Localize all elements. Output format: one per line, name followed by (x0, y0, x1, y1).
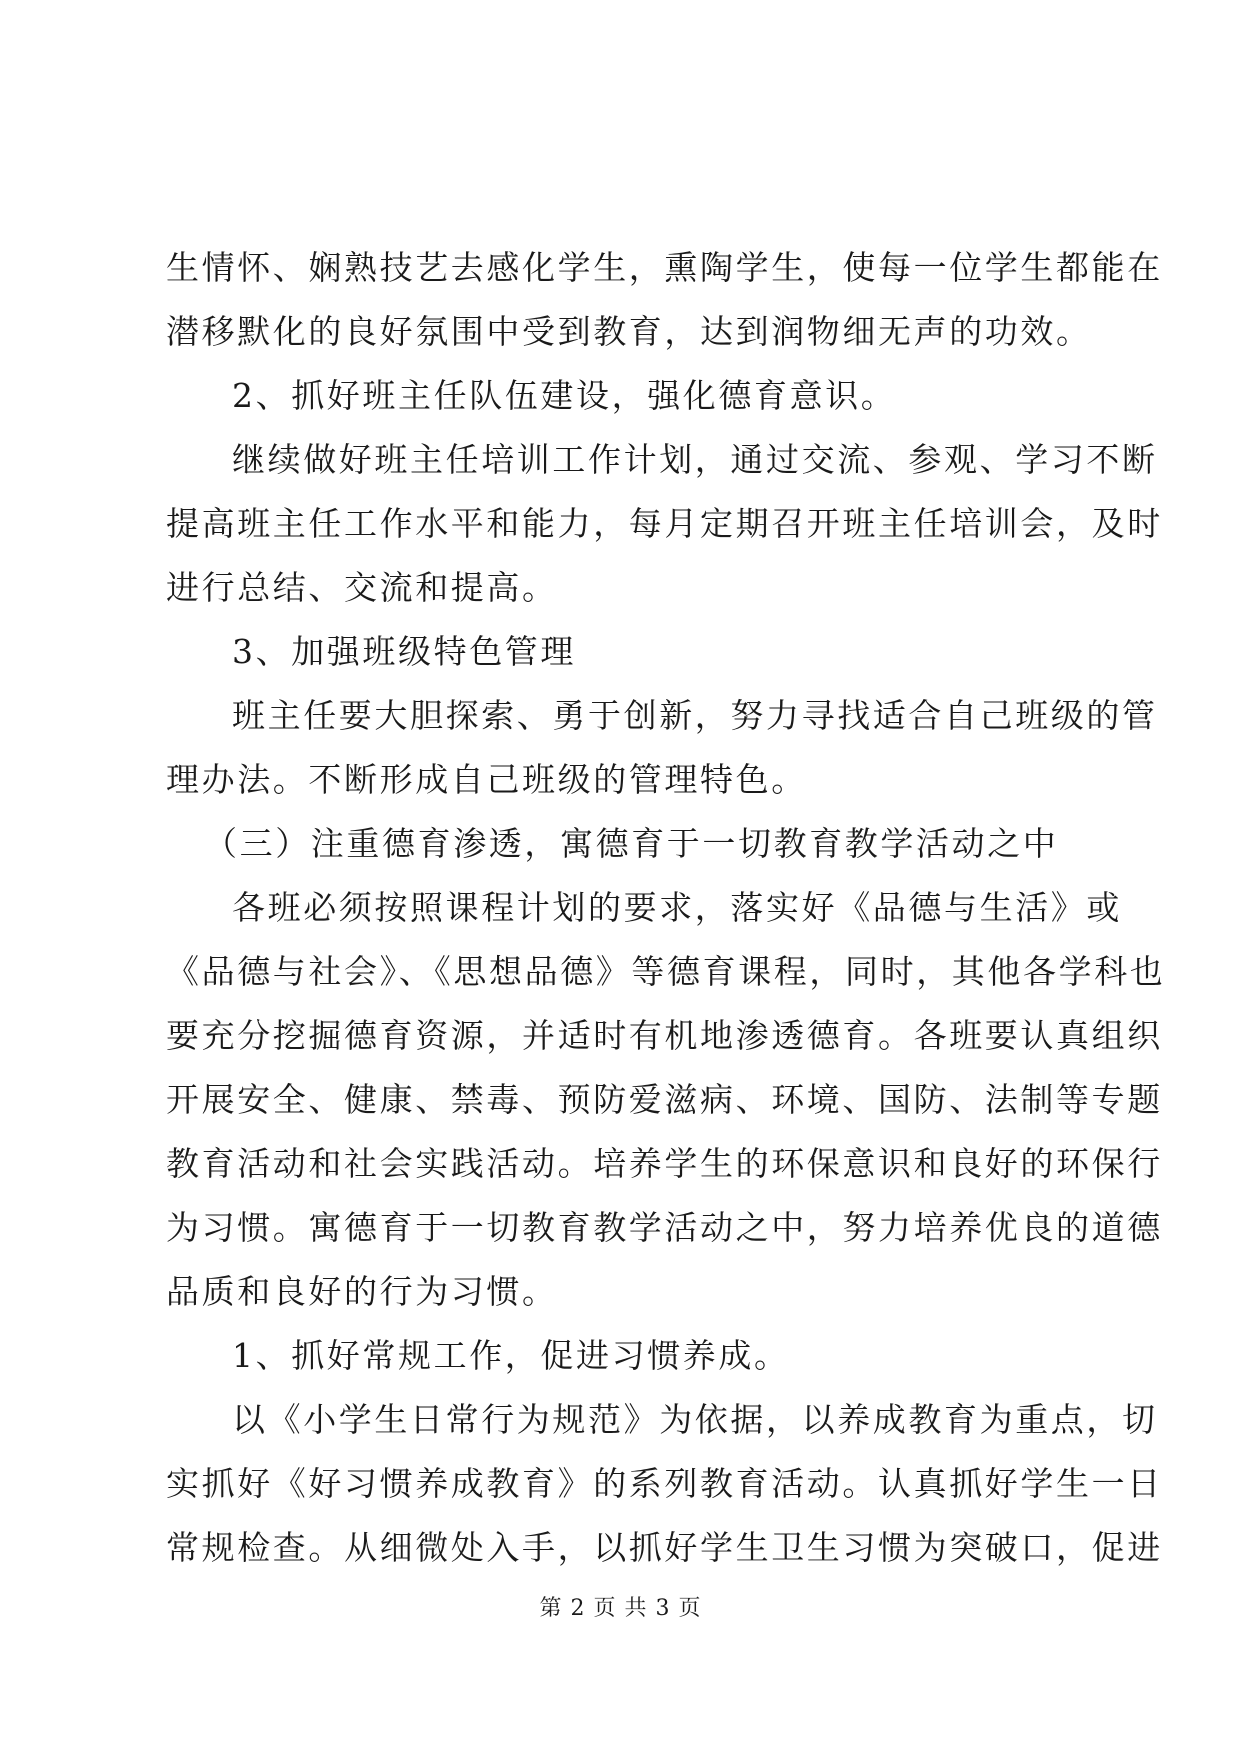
text-line: 生情怀、娴熟技艺去感化学生，熏陶学生，使每一位学生都能在 (166, 248, 1163, 287)
text-line: 各班必须按照课程计划的要求，落实好《品德与生活》或 (232, 888, 1122, 927)
text-line: 班主任要大胆探索、勇于创新，努力寻找适合自己班级的管 (232, 696, 1158, 735)
text-line: 实抓好《好习惯养成教育》的系列教育活动。认真抓好学生一日 (166, 1464, 1163, 1503)
text-line: 理办法。不断形成自己班级的管理特色。 (166, 760, 807, 799)
text-line: 品质和良好的行为习惯。 (166, 1272, 558, 1311)
section-heading: （三）注重德育渗透，寓德育于一切教育教学活动之中 (204, 824, 1059, 863)
body-text (166, 236, 1166, 1580)
text-line: 开展安全、健康、禁毒、预防爱滋病、环境、国防、法制等专题 (166, 1080, 1163, 1119)
text-line: 教育活动和社会实践活动。培养学生的环保意识和良好的环保行 (166, 1144, 1163, 1183)
text-line: 潜移默化的良好氛围中受到教育，达到润物细无声的功效。 (166, 312, 1092, 351)
page-number-footer: 第 2 页 共 3 页 (539, 1596, 702, 1621)
text-line: 为习惯。寓德育于一切教育教学活动之中，努力培养优良的道德 (166, 1208, 1163, 1247)
section-heading: 1、抓好常规工作，促进习惯养成。 (232, 1336, 790, 1375)
text-line: 《品德与社会》、《思想品德》等德育课程，同时，其他各学科也 (166, 952, 1166, 991)
text-line: 进行总结、交流和提高。 (166, 568, 558, 607)
text-line: 以《小学生日常行为规范》为依据，以养成教育为重点，切 (232, 1400, 1158, 1439)
text-line: 继续做好班主任培训工作计划，通过交流、参观、学习不断 (232, 440, 1158, 479)
text-line: 要充分挖掘德育资源，并适时有机地渗透德育。各班要认真组织 (166, 1016, 1163, 1055)
text-line: 常规检查。从细微处入手，以抓好学生卫生习惯为突破口，促进 (166, 1528, 1163, 1567)
section-heading: 2、抓好班主任队伍建设，强化德育意识。 (232, 376, 897, 415)
text-line: 提高班主任工作水平和能力，每月定期召开班主任培训会，及时 (166, 504, 1163, 543)
section-heading: 3、加强班级特色管理 (232, 632, 576, 671)
